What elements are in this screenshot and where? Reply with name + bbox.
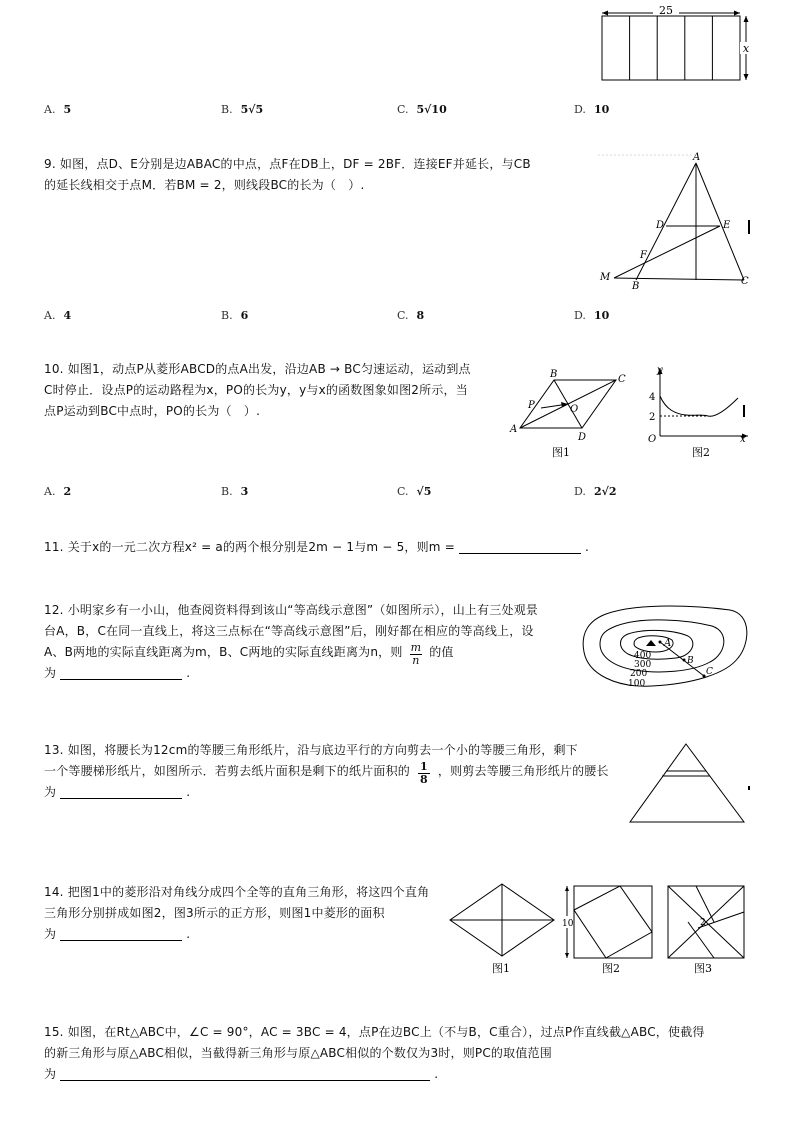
q10-fig1-label-a: A (510, 424, 518, 435)
q14-fig3-caption: 图3 (694, 962, 712, 975)
q14-line: 三角形分别拼成如图2，图3所示的正方形，则图1中菱形的面积 (44, 906, 385, 920)
q10-line: C时停止．设点P的运动路程为x，PO的长为y，y与x的函数图象如图2所示，当 (44, 383, 468, 397)
q12-line: 台A，B，C在同一直线上，将这三点标在“等高线示意图”后，刚好都在相应的等高线上，设 (44, 624, 534, 638)
q13-line: 一个等腰梯形纸片，如图所示．若剪去纸片面积是剩下的纸片面积的 (44, 764, 411, 778)
option-letter: A. (44, 309, 56, 322)
q12-stem (44, 600, 574, 684)
q10-fig1-label-d: D (578, 432, 587, 443)
q10-figure-1 (506, 366, 636, 462)
q12-figure (580, 600, 758, 690)
q12-answer-prefix: 为 (44, 666, 57, 680)
q14-fig3-label: 2 (700, 918, 706, 928)
option-letter: B. (221, 485, 233, 498)
q10-stem (44, 359, 504, 422)
option-value: 6 (240, 309, 249, 322)
q13-stem (44, 740, 624, 803)
option-value: 10 (593, 103, 610, 116)
q14-fig2-label: 10 (562, 919, 574, 929)
q14-line: 14. 把图1中的菱形沿对角线分成四个全等的直角三角形，将这四个直角 (44, 885, 430, 899)
option-value: 2√2 (593, 485, 617, 498)
q12-answer-blank[interactable] (60, 665, 182, 680)
q14-answer-prefix: 为 (44, 927, 57, 941)
q10-figure-2 (640, 364, 752, 462)
q13-answer-prefix: 为 (44, 785, 57, 799)
q12-contour-300: 300 (634, 660, 652, 670)
q12-after-fraction: 的值 (429, 645, 454, 659)
option-value: 5√5 (240, 103, 264, 116)
q12-fraction-num: m (410, 641, 422, 654)
q13-fraction-num: 1 (420, 760, 428, 773)
q14-figure-2 (562, 882, 656, 978)
option-value: 10 (593, 309, 610, 322)
q8-option-c[interactable] (397, 103, 447, 116)
q10-option-c[interactable] (397, 485, 431, 498)
q12-line: A、B两地的实际直线距离为m，B、C两地的实际直线距离为n，则 (44, 645, 403, 659)
q14-answer-blank[interactable] (60, 926, 182, 941)
q10-fig1-label-b: B (550, 369, 558, 380)
option-value: 3 (240, 485, 249, 498)
option-letter: D. (574, 485, 586, 498)
q9-label-b: B (632, 281, 640, 290)
q12-label-a: A (664, 638, 672, 649)
q9-label-f: F (640, 250, 647, 261)
q11-text: 11. 关于x的一元二次方程x² = a的两个根分别是2m − 1与m − 5，则m = (44, 540, 455, 554)
option-letter: D. (574, 309, 586, 322)
q13-answer-blank[interactable] (60, 784, 182, 799)
option-value: 2 (63, 485, 72, 498)
option-letter: C. (397, 309, 409, 322)
q14-stem (44, 882, 444, 945)
q14-figure-3 (664, 882, 754, 978)
q8-option-b[interactable] (221, 103, 263, 116)
q9-label-e: E (723, 220, 731, 231)
option-letter: C. (397, 485, 409, 498)
q10-option-d[interactable] (574, 485, 616, 498)
option-letter: B. (221, 309, 233, 322)
q12-line: 12. 小明家乡有一小山，他查阅资料得到该山“等高线示意图”（如图所示），山上有三处观景 (44, 603, 539, 617)
q15-stem (44, 1022, 784, 1085)
q13-line: 13. 如图，将腰长为12cm的等腰三角形纸片，沿与底边平行的方向剪去一个小的等腰三角形，剩下 (44, 743, 578, 757)
q9-label-m: M (600, 272, 611, 283)
q9-stem (44, 154, 584, 196)
q15-end: . (434, 1067, 439, 1081)
q11-stem (44, 537, 624, 558)
option-value: 5 (63, 103, 72, 116)
q12-end: . (186, 666, 191, 680)
q10-fig1-label-o: O (570, 404, 579, 415)
q13-end: . (186, 785, 191, 799)
q10-fig2-origin: O (648, 434, 657, 445)
option-value: 5√10 (416, 103, 447, 116)
q10-fig2-tick-4: 4 (649, 392, 656, 403)
q12-contour-200: 200 (630, 669, 648, 679)
q12-label-b: B (687, 656, 694, 666)
q15-line: 15. 如图，在Rt△ABC中，∠C = 90°，AC = 3BC = 4，点P在边BC上（不与B，C重合），过点P作直线截△ABC，使截得 (44, 1025, 705, 1039)
q10-fig2-caption: 图2 (692, 446, 710, 459)
option-letter: B. (221, 103, 233, 116)
option-value: 8 (416, 309, 425, 322)
q14-end: . (186, 927, 191, 941)
q13-fraction (418, 761, 430, 786)
q14-fig2-caption: 图2 (602, 962, 620, 975)
q13-line: ，则剪去等腰三角形纸片的腰长 (437, 764, 609, 778)
q13-figure (626, 742, 752, 826)
q9-label-d: D (656, 220, 665, 231)
q15-answer-blank[interactable] (60, 1066, 430, 1081)
q8-figure (596, 2, 756, 84)
q14-fig1-caption: 图1 (492, 962, 510, 975)
q10-line: 10. 如图1，动点P从菱形ABCD的点A出发，沿边AB → BC匀速运动，运动到点 (44, 362, 471, 376)
q15-line: 的新三角形与原△ABC相似，当截得新三角形与原△ABC相似的个数仅为3时，则PC的取值范围 (44, 1046, 552, 1060)
q15-answer-prefix: 为 (44, 1067, 57, 1081)
q10-option-b[interactable] (221, 485, 248, 498)
option-value: 4 (63, 309, 72, 322)
q8-side-label: x (742, 42, 750, 55)
q9-option-a[interactable] (44, 309, 71, 322)
q12-contour-400: 400 (634, 651, 652, 661)
q9-option-b[interactable] (221, 309, 248, 322)
q11-answer-blank[interactable] (459, 539, 581, 554)
q9-line: 的延长线相交于点M．若BM = 2，则线段BC的长为（ ）. (44, 178, 365, 192)
q14-figure-1 (446, 882, 558, 978)
q9-option-d[interactable] (574, 309, 609, 322)
q12-label-c: C (706, 667, 713, 677)
option-letter: A. (44, 485, 56, 498)
q9-label-a: A (693, 152, 701, 163)
option-letter: C. (397, 103, 409, 116)
option-value: √5 (416, 485, 432, 498)
q10-fig2-tick-2: 2 (649, 412, 656, 423)
q8-option-d[interactable] (574, 103, 609, 116)
q9-figure (596, 150, 756, 290)
q8-option-a[interactable] (44, 103, 71, 116)
q10-option-a[interactable] (44, 485, 71, 498)
q12-contour-100: 100 (628, 679, 646, 689)
q8-top-label: 25 (659, 4, 673, 17)
q12-fraction (410, 642, 423, 667)
q9-line: 9. 如图，点D、E分别是边ABAC的中点，点F在DB上，DF = 2BF．连接EF并延长，与CB (44, 157, 531, 171)
q10-fig2-axis-x: x (740, 434, 746, 445)
option-letter: D. (574, 103, 586, 116)
q12-fraction-den: n (412, 654, 420, 667)
q10-fig1-label-c: C (618, 374, 626, 385)
q9-option-c[interactable] (397, 309, 424, 322)
q11-end: . (585, 540, 590, 554)
q10-fig1-label-p: P (528, 400, 535, 411)
q9-label-c: C (741, 276, 749, 287)
q10-fig2-axis-y: y (657, 365, 663, 376)
q10-line: 点P运动到BC中点时，PO的长为（ ）. (44, 404, 261, 418)
q13-fraction-den: 8 (420, 773, 428, 786)
q10-fig1-caption: 图1 (552, 446, 570, 459)
option-letter: A. (44, 103, 56, 116)
